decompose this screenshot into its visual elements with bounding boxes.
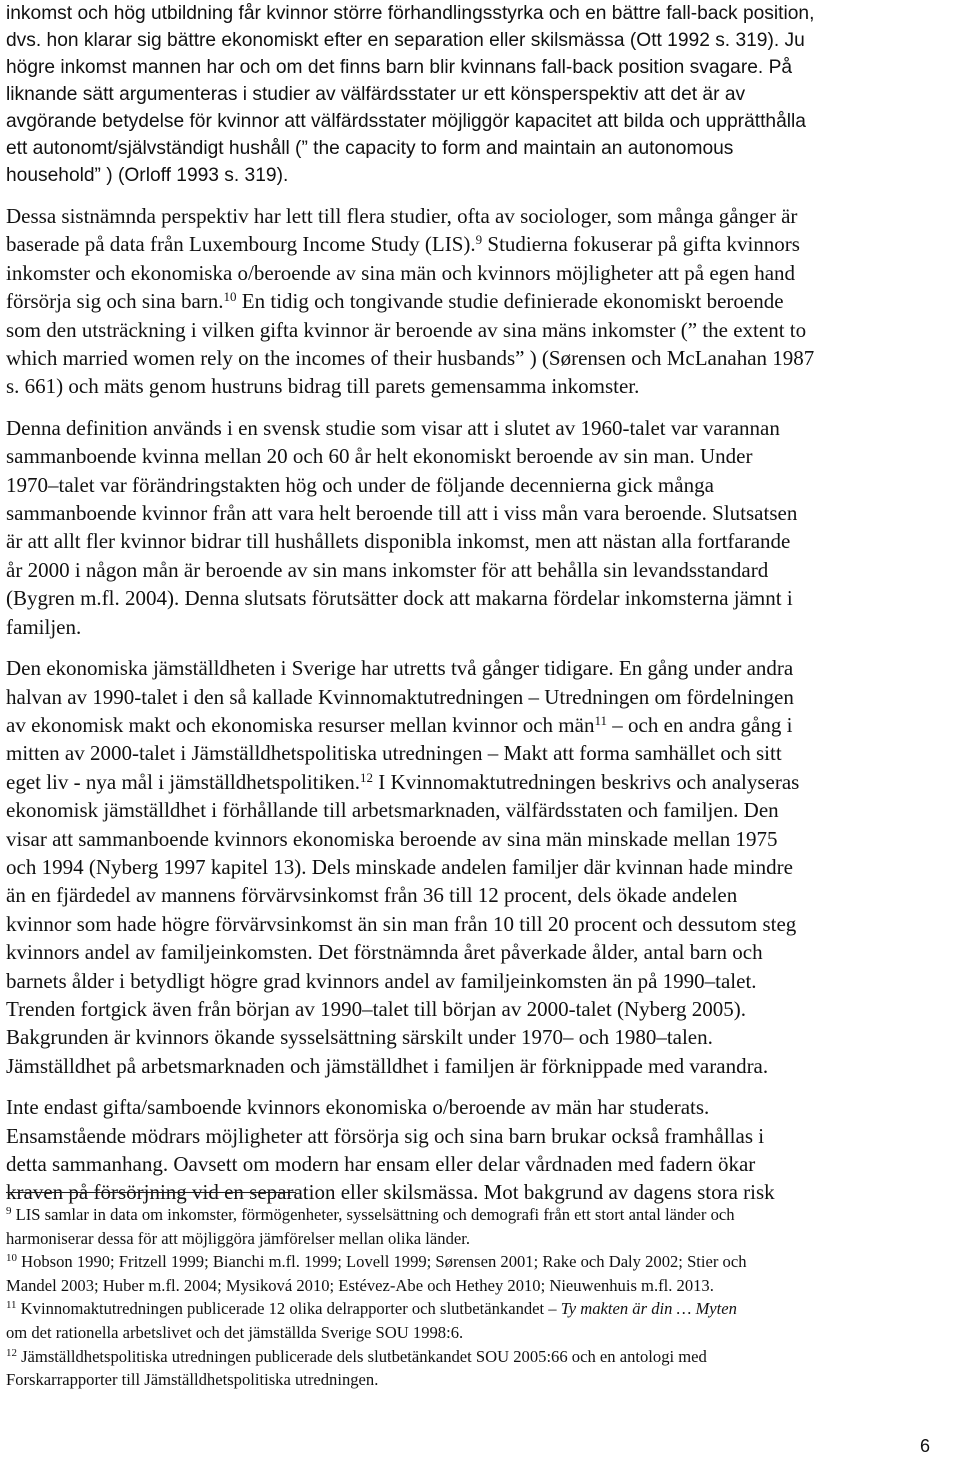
text-line: Denna definition används i en svensk studie som visar att i slutet av 1960-talet var varannan [6,415,780,440]
footnote-ref-10[interactable]: 10 [223,289,237,305]
footnote-11 [6,1297,954,1344]
text-line: (Bygren m.fl. 2004). Denna slutsats förutsätter dock att makarna fördelar inkomsterna jämnt i [6,586,793,611]
footnote-number: 11 [6,1299,17,1312]
text-line: visar att sammanboende kvinnors ekonomiska beroende av sina män minskade mellan 1975 [6,826,778,851]
footnote-number: 9 [6,1204,12,1217]
text-line: 1970–talet var förändringstakten hög och under de följande decennierna gick många [6,472,714,497]
text-line: liknande sätt argumenteras i studier av välfärdsstater ur ett könsperspektiv att det är av [6,84,746,105]
text-line: som den utsträckning i vilken gifta kvinnor är beroende av sina mäns inkomster (” the extent to [6,317,807,342]
text-line: dvs. hon klarar sig bättre ekonomiskt efter en separation eller skilsmässa (Ott 1992 s. 319). Ju [6,30,805,51]
text-line: s. 661) och mäts genom hustruns bidrag till parets gemensamma inkomster. [6,374,640,399]
paragraph-4 [6,654,954,1080]
text-line [6,1297,954,1321]
text-segment: baserade på data från Luxembourg Income Study (LIS). [6,232,476,257]
text-segment: Hobson 1990; Fritzell 1999; Bianchi m.fl. 1999; Lovell 1999; Sørensen 2001; Rake och Daly 2002; Stier och [16,1252,747,1272]
text-line [6,711,954,739]
paragraph-2 [6,202,954,401]
text-segment: I Kvinnomaktutredningen beskrivs och analyseras [373,769,800,794]
text-line [6,768,954,796]
text-line: högre inkomst mannen har och om det finns barn blir kvinnans fall-back position svagare. På [6,57,793,78]
text-line: Dessa sistnämnda perspektiv har lett till flera studier, ofta av sociologer, som många gånger är [6,204,798,228]
report-title: Ty makten är din … Myten [560,1299,737,1319]
footnote-ref-11[interactable]: 11 [594,712,607,728]
text-line [6,1345,954,1369]
footnote-divider [6,1192,296,1193]
text-line: år 2000 i någon mån är beroende av sin mans inkomster för att behålla sin levandsstandard [6,557,769,582]
footnote-9 [6,1203,954,1250]
footnote-number: 10 [6,1252,17,1265]
text-segment: – och en andra gång i [607,712,793,737]
text-line: och 1994 (Nyberg 1997 kapitel 13). Dels minskade andelen familjer där kvinnan hade mindre [6,854,793,879]
text-line: om det rationella arbetslivet och det jämställda Sverige SOU 1998:6. [6,1322,464,1342]
paragraph-1 [6,0,954,189]
text-line [6,1250,954,1274]
text-line: Ensamstående mödrars möjligheter att försörja sig och sina barn brukar också framhållas i [6,1123,765,1148]
text-line: household” ) (Orloff 1993 s. 319). [6,165,289,186]
text-line: inkomst och hög utbildning får kvinnor större förhandlingsstyrka och en bättre fall-back position, [6,3,815,24]
text-line: halvan av 1990-talet i den så kallade Kvinnomaktutredningen – Utredningen om fördelningen [6,684,794,709]
text-line: harmoniserar dessa för att möjliggöra jämförelser mellan olika länder. [6,1228,471,1248]
text-line: sammanboende kvinnor från att vara helt beroende till att i viss mån vara beroende. Slutsatsen [6,501,798,526]
text-line [6,1203,954,1227]
text-line: detta sammanhang. Oavsett om modern har ensam eller delar vårdnaden med fadern ökar [6,1152,756,1176]
text-line: Inte endast gifta/samboende kvinnors ekonomiska o/beroende av män har studerats. [6,1095,710,1120]
text-line: kvinnors andel av familjeinkomsten. Det förstnämnda året påverkade ålder, antal barn och [6,940,763,965]
footnote-10 [6,1250,954,1297]
text-line: inkomster och ekonomiska o/beroende av sina män och kvinnors möjligheter att på egen hand [6,260,796,285]
text-line: Mandel 2003; Huber m.fl. 2004; Mysiková 2010; Estévez-Abe och Hethey 2010; Nieuwenhuis m.fl. 2013. [6,1275,714,1295]
text-line: än en fjärdedel av mannens förvärvsinkomst från 36 till 12 procent, dels ökade andelen [6,883,738,908]
text-line: kvinnor som hade högre förvärvsinkomst än sin man från 10 till 20 procent och dessutom steg [6,911,797,936]
text-line: mitten av 2000-talet i Jämställdhetspolitiska utredningen – Makt att forma samhället och sitt [6,741,782,766]
text-segment: Studierna fokuserar på gifta kvinnors [482,232,800,257]
text-line: avgörande betydelse för kvinnor att välfärdsstater möjliggör kapacitet att bilda och upprätthålla [6,111,806,132]
text-line [6,287,954,315]
text-segment: Kvinnomaktutredningen publicerade 12 olika delrapporter och slutbetänkandet – [16,1299,561,1319]
footnote-ref-12[interactable]: 12 [360,769,374,785]
text-line: Forskarrapporter till Jämställdhetspolitiska utredningen. [6,1370,379,1390]
text-segment: En tidig och tongivande studie definierade ekonomiskt beroende [236,289,784,314]
text-line [6,230,954,258]
paragraph-5 [6,1093,954,1207]
text-line: sammanboende kvinna mellan 20 och 60 år helt ekonomiskt beroende av sin man. Under [6,444,753,469]
footnotes [6,1192,954,1392]
text-segment: eget liv - nya mål i jämställdhetspolitiken. [6,769,361,794]
text-line: Jämställdhet på arbetsmarknaden och jämställdhet i familjen är förknippade med varandra. [6,1053,769,1078]
text-line: ekonomisk jämställdhet i förhållande till arbetsmarknaden, välfärdsstaten och familjen. Den [6,798,779,823]
text-line: which married women rely on the incomes of their husbands” ) (Sørensen och McLanahan 1987 [6,346,815,371]
text-segment: LIS samlar in data om inkomster, förmögenheter, sysselsättning och demografi från ett stort antal länder och [11,1205,735,1224]
text-line: Den ekonomiska jämställdheten i Sverige har utretts två gånger tidigare. En gång under andra [6,656,794,681]
page-number: 6 [919,1436,930,1456]
text-line: Bakgrunden är kvinnors ökande sysselsättning särskilt under 1970– och 1980–talen. [6,1025,713,1050]
paragraph-3 [6,414,954,641]
footnote-12 [6,1345,954,1392]
text-line: kraven på försörjning vid en separation eller skilsmässa. Mot bakgrund av dagens stora risk [6,1180,775,1205]
text-segment: av ekonomisk makt och ekonomiska resurser mellan kvinnor och män [6,712,595,737]
text-segment: försörja sig och sina barn. [6,289,224,314]
text-line: är att allt fler kvinnor bidrar till hushållets disponibla inkomst, men att nästan alla fortfarande [6,529,791,554]
text-line: ett autonomt/självständigt hushåll (” the capacity to form and maintain an autonomous [6,138,734,159]
text-line: barnets ålder i betydligt högre grad kvinnors andel av familjeinkomsten än på 1990–talet. [6,968,757,993]
footnote-number: 12 [6,1346,17,1359]
footnote-ref-9[interactable]: 9 [475,232,483,248]
text-line: familjen. [6,614,82,639]
text-segment: Jämställdhetspolitiska utredningen publicerade dels slutbetänkandet SOU 2005:66 och en antologi med [16,1346,707,1366]
document-body [6,0,954,1220]
text-line: Trenden fortgick även från början av 1990–talet till början av 2000-talet (Nyberg 2005). [6,996,747,1021]
